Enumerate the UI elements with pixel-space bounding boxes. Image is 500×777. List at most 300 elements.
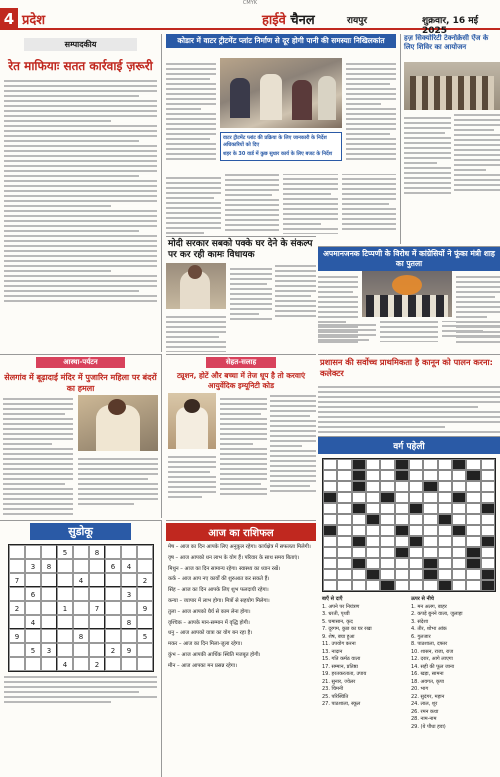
crossword-cell[interactable] bbox=[438, 547, 452, 558]
crossword-black-cell bbox=[409, 536, 423, 547]
crossword-cell[interactable] bbox=[423, 514, 437, 525]
crossword-section bbox=[318, 436, 500, 777]
sudoku-cell[interactable] bbox=[41, 657, 57, 671]
crossword-cell[interactable] bbox=[438, 503, 452, 514]
crossword-cell[interactable] bbox=[466, 481, 480, 492]
crossword-cell[interactable] bbox=[337, 569, 351, 580]
aastha-headline: सेलगांव में बूढ़ादाई मंदिर में पुजारिन महिला पर बंदरों का हमला bbox=[4, 373, 157, 393]
sudoku-cell[interactable]: 6 bbox=[25, 587, 41, 601]
sudoku-cell[interactable] bbox=[41, 587, 57, 601]
crossword-cell[interactable] bbox=[452, 547, 466, 558]
sudoku-cell[interactable]: 8 bbox=[121, 615, 137, 629]
aastha-col-1 bbox=[3, 395, 73, 518]
crossword-cell[interactable] bbox=[409, 492, 423, 503]
crossword-cell[interactable] bbox=[481, 547, 495, 558]
city-name: रायपुर bbox=[347, 16, 368, 26]
crossword-cell[interactable] bbox=[409, 569, 423, 580]
crossword-black-cell bbox=[423, 481, 437, 492]
collector-body bbox=[318, 383, 500, 434]
sudoku-cell[interactable] bbox=[57, 643, 73, 657]
sudoku-cell[interactable] bbox=[9, 587, 25, 601]
crossword-cell[interactable] bbox=[323, 459, 337, 470]
crossword-clue: 20. भाग bbox=[411, 686, 429, 692]
sudoku-section bbox=[0, 520, 162, 777]
sudoku-cell[interactable] bbox=[25, 545, 41, 559]
crossword-cell[interactable] bbox=[481, 514, 495, 525]
crossword-cell[interactable] bbox=[380, 470, 394, 481]
rashifal-item: वृश्चिक – आपके मान-सम्मान में वृद्धि होगी। bbox=[168, 619, 250, 626]
crossword-cell[interactable] bbox=[481, 525, 495, 536]
crossword-black-cell bbox=[366, 569, 380, 580]
sudoku-cell[interactable] bbox=[121, 545, 137, 559]
sudoku-cell[interactable] bbox=[73, 615, 89, 629]
crossword-cell[interactable] bbox=[423, 547, 437, 558]
crossword-cell[interactable] bbox=[337, 481, 351, 492]
sudoku-cell[interactable] bbox=[121, 573, 137, 587]
sudoku-cell[interactable] bbox=[41, 629, 57, 643]
crossword-cell[interactable] bbox=[380, 547, 394, 558]
lead-col-3 bbox=[346, 60, 396, 163]
crossword-down-heading: ऊपर से नीचे bbox=[411, 596, 434, 602]
crossword-cell[interactable] bbox=[366, 558, 380, 569]
sudoku-cell[interactable]: 5 bbox=[137, 629, 153, 643]
crossword-cell[interactable] bbox=[423, 470, 437, 481]
sudoku-cell[interactable]: 7 bbox=[89, 601, 105, 615]
crossword-black-cell bbox=[423, 569, 437, 580]
crossword-clue: 19. हरतकरताता, उपाय bbox=[322, 671, 367, 677]
sudoku-cell[interactable] bbox=[137, 657, 153, 671]
sudoku-instructions bbox=[4, 676, 157, 703]
crossword-cell[interactable] bbox=[380, 481, 394, 492]
crossword-cell[interactable] bbox=[337, 492, 351, 503]
crossword-cell[interactable] bbox=[438, 536, 452, 547]
health-story bbox=[166, 354, 316, 518]
sudoku-cell[interactable]: 2 bbox=[137, 573, 153, 587]
crossword-cell[interactable] bbox=[323, 558, 337, 569]
crossword-cell[interactable] bbox=[352, 514, 366, 525]
crossword-cell[interactable] bbox=[366, 481, 380, 492]
crossword-title: वर्ग पहेली bbox=[318, 437, 500, 454]
crossword-cell[interactable] bbox=[395, 503, 409, 514]
crossword-cell[interactable] bbox=[337, 558, 351, 569]
crossword-cell[interactable] bbox=[380, 525, 394, 536]
sudoku-cell[interactable] bbox=[57, 615, 73, 629]
sudoku-cell[interactable]: 5 bbox=[57, 545, 73, 559]
crossword-cell[interactable] bbox=[395, 514, 409, 525]
rashifal-item: सिंह – आज का दिन आपके लिए शुभ फलदायी रहेगा। bbox=[168, 587, 269, 594]
crossword-clue: 9. शेष, बचा हुआ bbox=[322, 633, 355, 640]
crossword-clues-down bbox=[411, 596, 496, 731]
collector-story bbox=[318, 354, 500, 434]
crossword-black-cell bbox=[452, 459, 466, 470]
crossword-cell[interactable] bbox=[366, 580, 380, 591]
sudoku-cell[interactable]: 4 bbox=[25, 615, 41, 629]
crossword-black-cell bbox=[452, 492, 466, 503]
crossword-cell[interactable] bbox=[323, 580, 337, 591]
sudoku-cell[interactable] bbox=[137, 615, 153, 629]
rashifal-item: कन्या – व्यापार में लाभ होगा। मित्रों से सहयोग मिलेगा। bbox=[168, 597, 270, 604]
crossword-cell[interactable] bbox=[395, 569, 409, 580]
crossword-black-cell bbox=[352, 459, 366, 470]
crossword-cell[interactable] bbox=[423, 459, 437, 470]
crossword-cell[interactable] bbox=[366, 492, 380, 503]
sudoku-cell[interactable] bbox=[57, 573, 73, 587]
issue-date: शुक्रवार, 16 मई 2025 bbox=[422, 16, 479, 36]
crossword-cell[interactable] bbox=[395, 580, 409, 591]
crossword-cell[interactable] bbox=[466, 503, 480, 514]
crossword-cell[interactable] bbox=[366, 470, 380, 481]
crossword-cell[interactable] bbox=[337, 525, 351, 536]
health-body-left bbox=[168, 453, 216, 501]
crossword-cell[interactable] bbox=[323, 547, 337, 558]
sudoku-cell[interactable] bbox=[137, 587, 153, 601]
crossword-cell[interactable] bbox=[438, 492, 452, 503]
crossword-clue: 25. परिस्थिति bbox=[322, 693, 349, 700]
crossword-black-cell bbox=[466, 558, 480, 569]
sudoku-cell[interactable] bbox=[89, 587, 105, 601]
rashifal-item: मेष – आज का दिन आपके लिए अनुकूल रहेगा। कार्यक्षेत्र में सफलता मिलेगी। bbox=[168, 544, 311, 550]
sudoku-cell[interactable] bbox=[9, 657, 25, 671]
crossword-black-cell bbox=[323, 492, 337, 503]
crossword-clue: 1. मन अलग, बाहर bbox=[411, 603, 447, 610]
crossword-clue: 16. खड़ा, सामना bbox=[411, 671, 444, 677]
crossword-cell[interactable] bbox=[438, 470, 452, 481]
crossword-black-cell bbox=[438, 514, 452, 525]
crossword-cell[interactable] bbox=[466, 536, 480, 547]
crossword-cell[interactable] bbox=[466, 514, 480, 525]
crossword-cell[interactable] bbox=[481, 459, 495, 470]
sudoku-cell[interactable] bbox=[9, 615, 25, 629]
sudoku-cell[interactable] bbox=[73, 643, 89, 657]
crossword-cell[interactable] bbox=[423, 492, 437, 503]
lead-bullets bbox=[220, 132, 342, 161]
crossword-cell[interactable] bbox=[366, 459, 380, 470]
crossword-clue: 17. सम्मान, प्रतिष्ठा bbox=[322, 663, 358, 670]
crossword-cell[interactable] bbox=[423, 503, 437, 514]
crossword-cell[interactable] bbox=[380, 503, 394, 514]
modi-photo bbox=[166, 263, 226, 309]
crossword-cell[interactable] bbox=[337, 503, 351, 514]
sudoku-cell[interactable]: 9 bbox=[121, 643, 137, 657]
sudoku-cell[interactable] bbox=[73, 559, 89, 573]
crossword-cell[interactable] bbox=[352, 569, 366, 580]
crossword-clue: 5. घमासान, कृद bbox=[322, 618, 353, 625]
crossword-clue: 23. चिमनी bbox=[322, 686, 344, 692]
sudoku-cell[interactable] bbox=[89, 629, 105, 643]
health-headline: ट्यूशन, होटें और बच्चा में तेज धूप है तो करवाएं आयुर्वेदिक इम्यूनिटी कोड bbox=[176, 371, 306, 390]
crossword-black-cell bbox=[366, 514, 380, 525]
crossword-cell[interactable] bbox=[395, 558, 409, 569]
crossword-clue: 4. तीर, शोभा आंक bbox=[411, 626, 447, 632]
sudoku-cell[interactable] bbox=[105, 657, 121, 671]
right-top-story bbox=[400, 34, 500, 244]
rashifal-item: मिथुन – आज का दिन सामान्य रहेगा। स्वास्थ्य का ध्यान रखें। bbox=[168, 565, 281, 572]
crossword-cell[interactable] bbox=[481, 481, 495, 492]
right-top-photo bbox=[404, 62, 500, 110]
sudoku-cell[interactable] bbox=[105, 601, 121, 615]
sudoku-cell[interactable] bbox=[137, 545, 153, 559]
sudoku-cell[interactable] bbox=[105, 615, 121, 629]
crossword-clue: 26. रमन कथा bbox=[411, 708, 439, 715]
sudoku-cell[interactable] bbox=[89, 559, 105, 573]
crossword-black-cell bbox=[466, 470, 480, 481]
sudoku-cell[interactable] bbox=[25, 657, 41, 671]
crossword-black-cell bbox=[352, 481, 366, 492]
right-top-headline: हज़ सिक्योरिटी टेक्नोक्रेसी ऐंज के लिए शिविर का आयोजन bbox=[404, 34, 489, 51]
crossword-black-cell bbox=[481, 569, 495, 580]
crossword-cell[interactable] bbox=[452, 558, 466, 569]
crossword-cell[interactable] bbox=[438, 459, 452, 470]
sudoku-cell[interactable] bbox=[9, 559, 25, 573]
crossword-cell[interactable] bbox=[352, 580, 366, 591]
crossword-black-cell bbox=[395, 525, 409, 536]
sudoku-cell[interactable] bbox=[73, 587, 89, 601]
sudoku-cell[interactable]: 3 bbox=[25, 559, 41, 573]
sudoku-cell[interactable]: 2 bbox=[9, 601, 25, 615]
crossword-clue: 3. धरती, पृथ्वी bbox=[322, 611, 350, 617]
crossword-clue: 21. सुनार, ज्वेलर bbox=[322, 678, 356, 685]
sudoku-cell[interactable]: 9 bbox=[9, 629, 25, 643]
health-label: सेहत-सलाह bbox=[206, 357, 276, 368]
crossword-cell[interactable] bbox=[452, 503, 466, 514]
crossword-cell[interactable] bbox=[352, 492, 366, 503]
sudoku-cell[interactable] bbox=[105, 573, 121, 587]
sudoku-cell[interactable]: 4 bbox=[57, 657, 73, 671]
crossword-cell[interactable] bbox=[337, 459, 351, 470]
editorial-headline: रेत माफियाः सतत कार्रवाई ज़रूरी bbox=[8, 59, 153, 73]
crossword-cell[interactable] bbox=[409, 481, 423, 492]
lead-bullet-1: वाटर ट्रीटमेंट प्लांट की प्रक्रिया के लिए जानकारी के निर्देश अधिकारियों को दिए bbox=[223, 135, 327, 148]
aastha-story bbox=[0, 354, 162, 518]
sudoku-cell[interactable] bbox=[137, 559, 153, 573]
sudoku-cell[interactable]: 7 bbox=[9, 573, 25, 587]
crossword-cell[interactable] bbox=[423, 536, 437, 547]
crossword-cell[interactable] bbox=[366, 503, 380, 514]
crossword-across-heading: बाएँ से दाएँ bbox=[322, 596, 343, 602]
crossword-cell[interactable] bbox=[409, 580, 423, 591]
crossword-cell[interactable] bbox=[438, 558, 452, 569]
crossword-cell[interactable] bbox=[466, 525, 480, 536]
sudoku-cell[interactable] bbox=[121, 657, 137, 671]
rashifal-item: तुला – आज आपको धैर्य से काम लेना होगा। bbox=[168, 608, 251, 615]
crossword-cell[interactable] bbox=[380, 536, 394, 547]
crossword-black-cell bbox=[466, 547, 480, 558]
sudoku-cell[interactable]: 3 bbox=[121, 587, 137, 601]
crossword-cell[interactable] bbox=[395, 481, 409, 492]
crossword-cell[interactable] bbox=[352, 547, 366, 558]
crossword-cell[interactable] bbox=[452, 569, 466, 580]
crossword-clue: 10. शासन, राजा, राज bbox=[411, 648, 454, 655]
crossword-clue: 6. गुलजार bbox=[411, 633, 431, 640]
crossword-cell[interactable] bbox=[380, 558, 394, 569]
crossword-cell[interactable] bbox=[409, 558, 423, 569]
sudoku-cell[interactable]: 2 bbox=[105, 643, 121, 657]
crossword-cell[interactable] bbox=[466, 459, 480, 470]
crossword-cell[interactable] bbox=[380, 459, 394, 470]
crossword-cell[interactable] bbox=[323, 470, 337, 481]
crossword-clue: 12. दरार, आगे लाएगा bbox=[411, 656, 453, 662]
sudoku-cell[interactable] bbox=[89, 573, 105, 587]
crossword-cell[interactable] bbox=[323, 536, 337, 547]
crossword-cell[interactable] bbox=[466, 569, 480, 580]
crossword-clue: 29. (ये पौधा हवा) bbox=[411, 723, 446, 730]
rashifal-section bbox=[166, 520, 316, 777]
crossword-cell[interactable] bbox=[466, 580, 480, 591]
crossword-cell[interactable] bbox=[352, 525, 366, 536]
modi-body bbox=[230, 265, 316, 322]
sudoku-cell[interactable] bbox=[25, 601, 41, 615]
lead-story bbox=[166, 34, 396, 234]
crossword-cell[interactable] bbox=[380, 569, 394, 580]
sudoku-cell[interactable] bbox=[25, 629, 41, 643]
cmyk-marker: CMYK bbox=[242, 0, 258, 6]
crossword-cell[interactable] bbox=[323, 503, 337, 514]
crossword-cell[interactable] bbox=[380, 514, 394, 525]
sudoku-cell[interactable] bbox=[121, 601, 137, 615]
sudoku-cell[interactable] bbox=[41, 601, 57, 615]
sudoku-cell[interactable]: 4 bbox=[73, 573, 89, 587]
crossword-cell[interactable] bbox=[409, 514, 423, 525]
crossword-cell[interactable] bbox=[337, 536, 351, 547]
crossword-black-cell bbox=[481, 580, 495, 591]
modi-body-bottom bbox=[166, 313, 226, 352]
crossword-cell[interactable] bbox=[337, 580, 351, 591]
crossword-cell[interactable] bbox=[337, 470, 351, 481]
sudoku-cell[interactable] bbox=[41, 545, 57, 559]
sudoku-cell[interactable] bbox=[89, 615, 105, 629]
crossword-cell[interactable] bbox=[423, 525, 437, 536]
crossword-cell[interactable] bbox=[438, 481, 452, 492]
sudoku-cell[interactable] bbox=[9, 545, 25, 559]
aastha-label: आस्था-पर्यटन bbox=[36, 357, 125, 368]
protest-story bbox=[318, 246, 500, 352]
crossword-cell[interactable] bbox=[395, 492, 409, 503]
crossword-cell[interactable] bbox=[481, 492, 495, 503]
crossword-black-cell bbox=[395, 547, 409, 558]
crossword-grid[interactable] bbox=[322, 458, 496, 592]
crossword-clue: 1. अपने पर नियंत्रण bbox=[322, 603, 360, 610]
health-photo bbox=[168, 393, 216, 449]
crossword-cell[interactable] bbox=[466, 492, 480, 503]
sudoku-grid[interactable] bbox=[8, 544, 154, 672]
sudoku-cell[interactable] bbox=[105, 587, 121, 601]
sudoku-cell[interactable] bbox=[73, 657, 89, 671]
crossword-clue: 13. नादान bbox=[322, 648, 343, 655]
crossword-cell[interactable] bbox=[366, 536, 380, 547]
sudoku-cell[interactable]: 5 bbox=[25, 643, 41, 657]
rashifal-item: वृष – आज आपको धन लाभ के योग हैं। परिवार के साथ समय बिताएं। bbox=[168, 554, 300, 561]
crossword-clue: 27. पाठशाला, स्कूल bbox=[322, 701, 361, 707]
sudoku-cell[interactable]: 8 bbox=[41, 559, 57, 573]
crossword-clue: 8. पाठशाला, दफ्तर bbox=[411, 641, 448, 647]
paper-name bbox=[262, 10, 315, 28]
right-top-body bbox=[404, 114, 500, 196]
sudoku-cell[interactable]: 4 bbox=[121, 559, 137, 573]
crossword-clue: 14. सही की फूल जाना bbox=[411, 663, 455, 670]
sudoku-cell[interactable] bbox=[105, 629, 121, 643]
crossword-cell[interactable] bbox=[323, 481, 337, 492]
sudoku-cell[interactable] bbox=[41, 615, 57, 629]
crossword-cell[interactable] bbox=[481, 470, 495, 481]
sudoku-cell[interactable] bbox=[57, 629, 73, 643]
lead-body-bottom bbox=[166, 174, 396, 234]
crossword-cell[interactable] bbox=[409, 525, 423, 536]
sudoku-cell[interactable]: 3 bbox=[41, 643, 57, 657]
protest-body-bottom bbox=[318, 321, 500, 342]
crossword-cell[interactable] bbox=[323, 514, 337, 525]
paper-name-sub: चैनल bbox=[290, 13, 315, 28]
sudoku-cell[interactable]: 9 bbox=[137, 601, 153, 615]
crossword-cell[interactable] bbox=[438, 525, 452, 536]
crossword-cell[interactable] bbox=[395, 536, 409, 547]
sudoku-cell[interactable]: 6 bbox=[105, 559, 121, 573]
crossword-cell[interactable] bbox=[337, 547, 351, 558]
crossword-clues-across bbox=[322, 596, 407, 731]
crossword-cell[interactable] bbox=[323, 569, 337, 580]
modi-headline: मोदी सरकार सबको पक्के घर देने के संकल्प पर कर रही कामः विधायक bbox=[168, 239, 313, 260]
sudoku-cell[interactable] bbox=[25, 573, 41, 587]
crossword-clue: 3. संदेशा bbox=[411, 618, 429, 625]
rashifal-title: आज का राशिफल bbox=[166, 523, 316, 541]
crossword-black-cell bbox=[481, 503, 495, 514]
sudoku-cell[interactable] bbox=[73, 601, 89, 615]
health-body bbox=[220, 395, 316, 497]
crossword-cell[interactable] bbox=[423, 580, 437, 591]
sudoku-cell[interactable] bbox=[57, 587, 73, 601]
crossword-cell[interactable] bbox=[409, 470, 423, 481]
crossword-cell[interactable] bbox=[366, 525, 380, 536]
sudoku-cell[interactable] bbox=[105, 545, 121, 559]
crossword-cell[interactable] bbox=[337, 514, 351, 525]
sudoku-cell[interactable]: 8 bbox=[73, 629, 89, 643]
crossword-cell[interactable] bbox=[452, 536, 466, 547]
crossword-cell[interactable] bbox=[409, 459, 423, 470]
rashifal-item: मकर – आज का दिन मिला-जुला रहेगा। bbox=[168, 641, 243, 648]
sudoku-cell[interactable]: 2 bbox=[89, 657, 105, 671]
crossword-cell[interactable] bbox=[452, 514, 466, 525]
sudoku-cell[interactable] bbox=[41, 573, 57, 587]
crossword-cell[interactable] bbox=[452, 580, 466, 591]
crossword-black-cell bbox=[352, 503, 366, 514]
crossword-cell[interactable] bbox=[438, 569, 452, 580]
lead-photo bbox=[220, 58, 342, 128]
sudoku-cell[interactable]: 1 bbox=[57, 601, 73, 615]
crossword-black-cell bbox=[395, 470, 409, 481]
sudoku-cell[interactable] bbox=[89, 643, 105, 657]
paper-name-main: हाईवे bbox=[262, 13, 286, 28]
rashifal-item: मीन – आज आपका मन प्रसन्न रहेगा। bbox=[168, 662, 238, 669]
rashifal-item: धनु – आज आपको यात्रा का योग बन रहा है। bbox=[168, 630, 253, 637]
editorial-label: सम्पादकीय bbox=[24, 38, 137, 51]
crossword-cell[interactable] bbox=[452, 481, 466, 492]
crossword-cell[interactable] bbox=[481, 558, 495, 569]
sudoku-cell[interactable] bbox=[137, 643, 153, 657]
crossword-cell[interactable] bbox=[366, 547, 380, 558]
rashifal-item: कुंभ – आज आपकी आर्थिक स्थिति मजबूत होगी। bbox=[168, 651, 261, 658]
modi-story bbox=[166, 236, 316, 352]
lead-col-1 bbox=[166, 60, 216, 163]
sudoku-cell[interactable] bbox=[57, 559, 73, 573]
sudoku-cell[interactable]: 8 bbox=[89, 545, 105, 559]
crossword-black-cell bbox=[380, 492, 394, 503]
sudoku-cell[interactable] bbox=[9, 643, 25, 657]
crossword-cell[interactable] bbox=[452, 470, 466, 481]
crossword-black-cell bbox=[352, 558, 366, 569]
crossword-black-cell bbox=[481, 536, 495, 547]
sudoku-cell[interactable] bbox=[121, 629, 137, 643]
sudoku-cell[interactable] bbox=[73, 545, 89, 559]
crossword-cell[interactable] bbox=[409, 547, 423, 558]
